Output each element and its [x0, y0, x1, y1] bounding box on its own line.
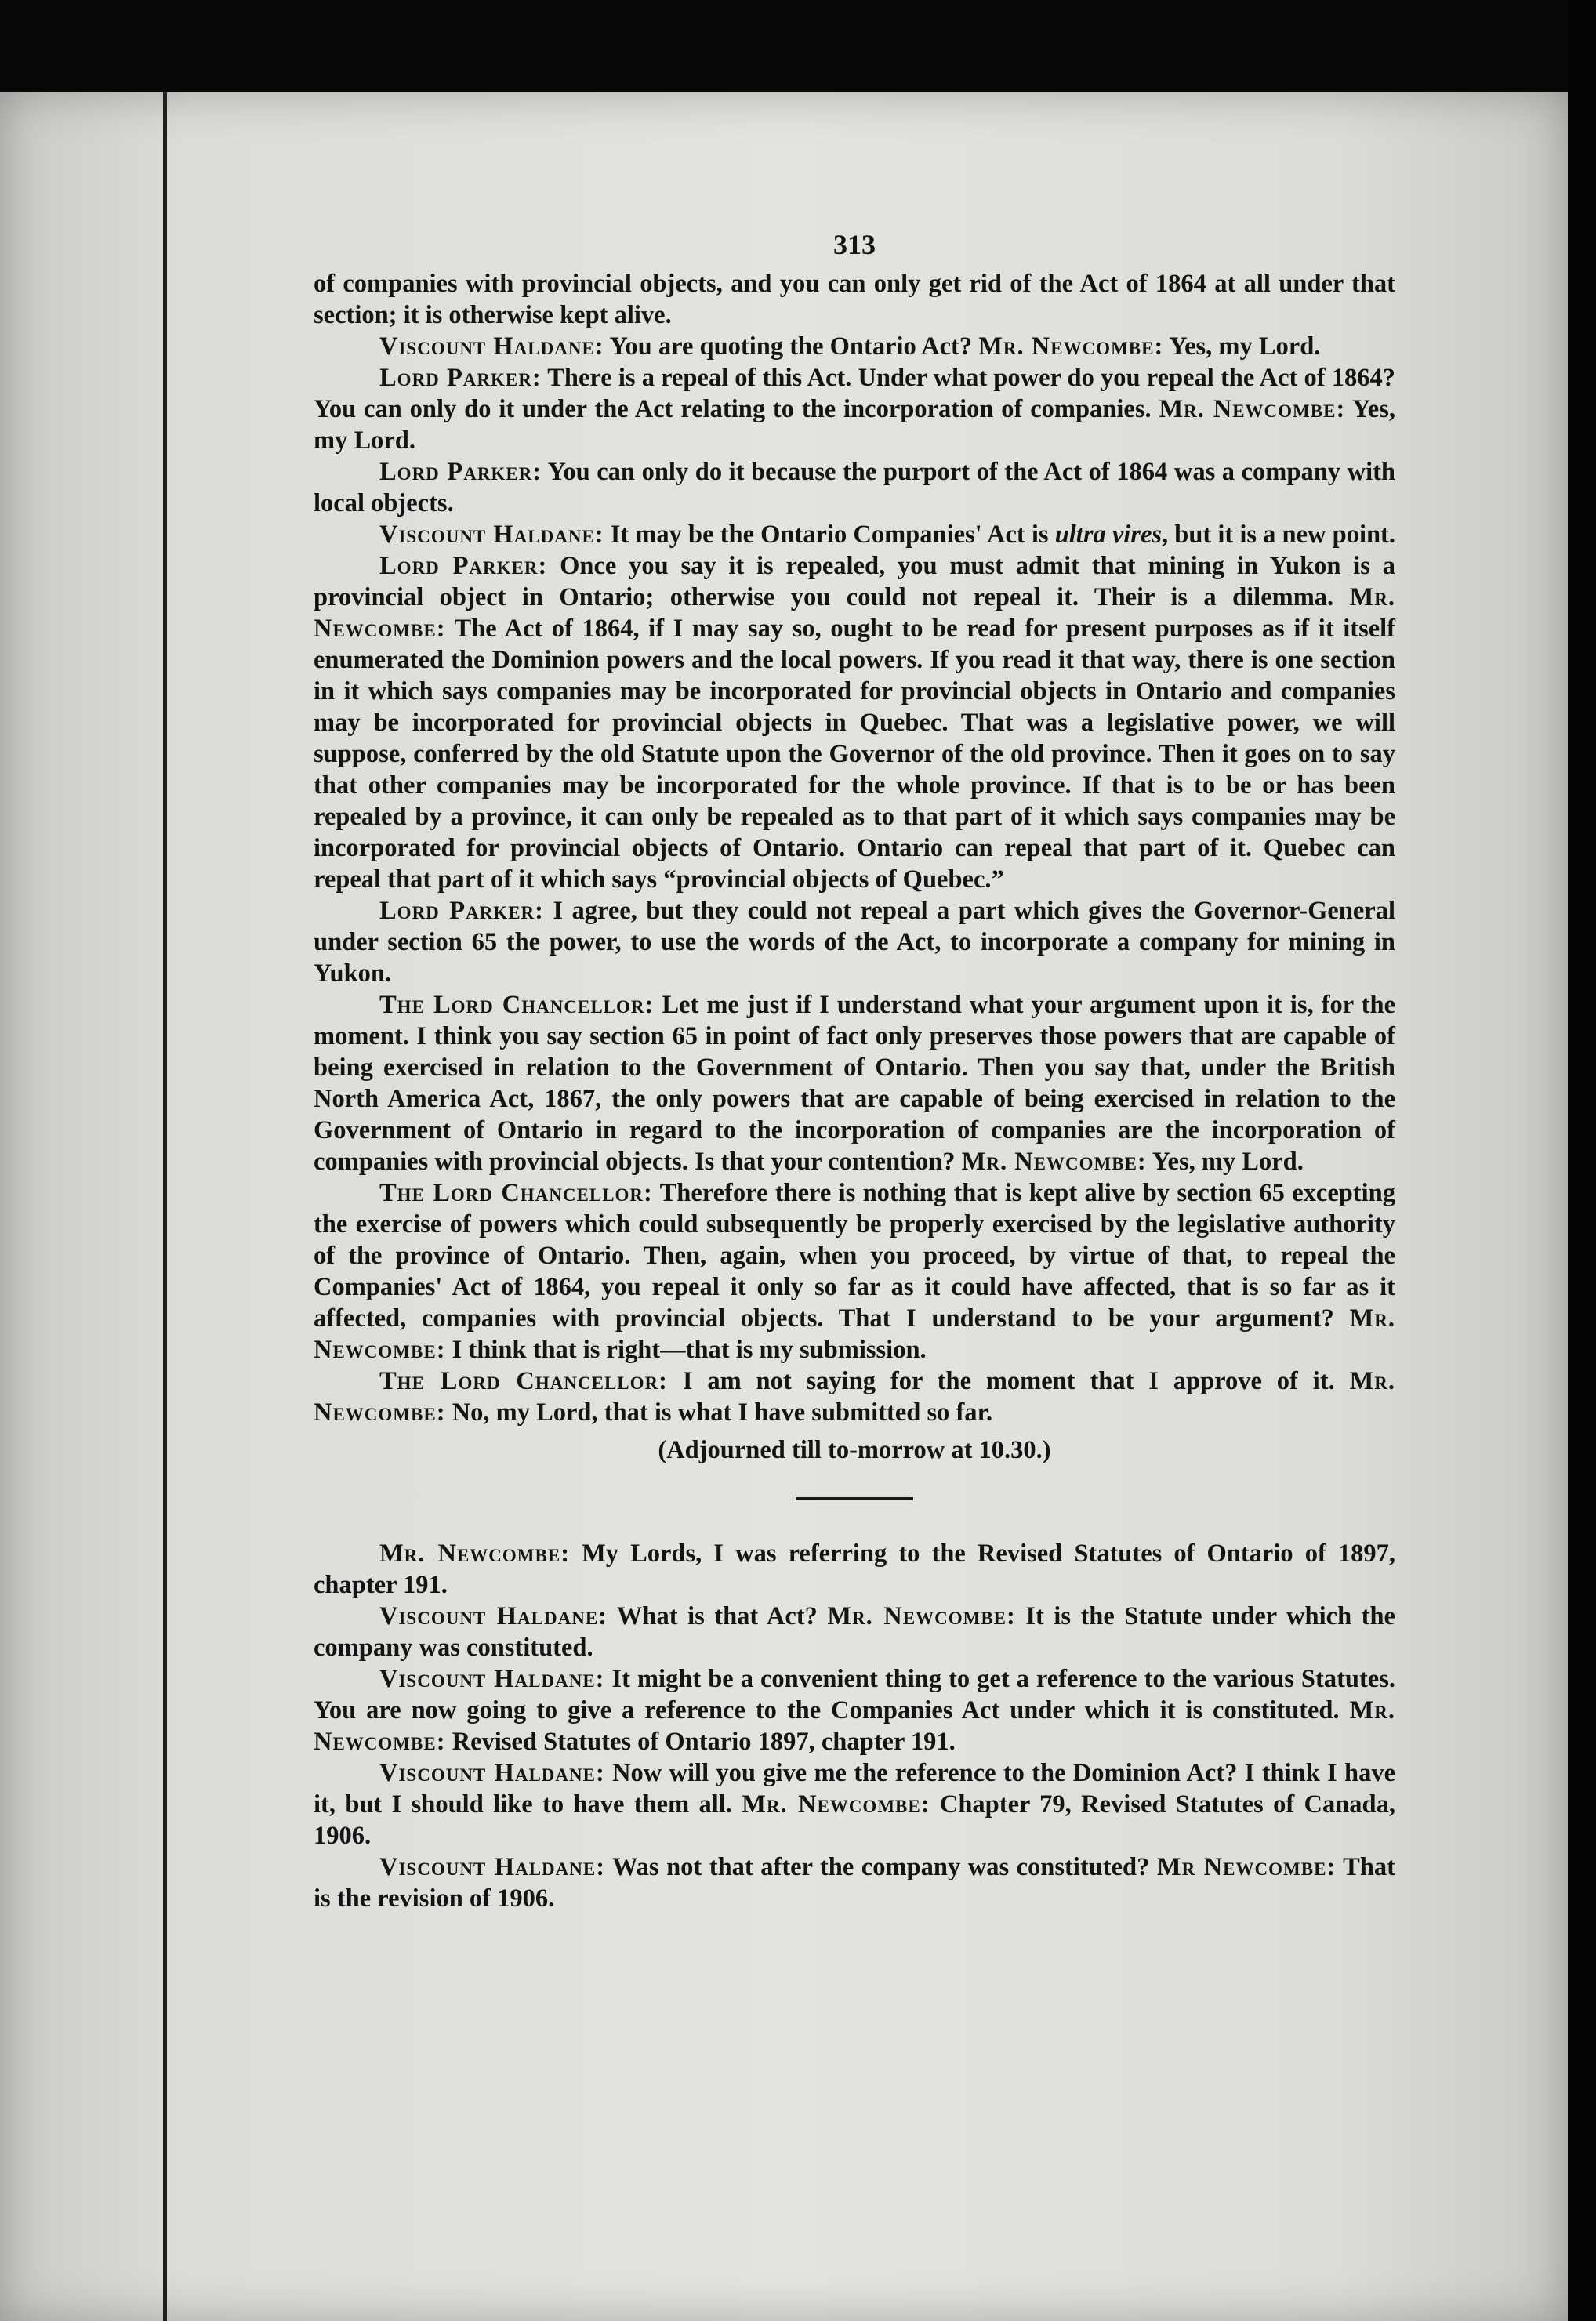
speaker-name: Viscount Haldane: — [379, 1759, 605, 1787]
speaker-name: Mr. Newcombe: — [314, 1304, 1395, 1364]
speech-text: Now will you give me the reference to the Dominion Act? I think I have it, but I should like to have them all. — [314, 1759, 1395, 1819]
speaker-name: Lord Parker: — [379, 458, 542, 486]
speaker-name: Lord Parker: — [379, 364, 542, 392]
speech-text: Let me just if I understand what your argument upon it is, for the moment. I think you say section 65 in point of fact only preserves those powers that are capable of being exercised in relation to the Government of Ontario. Then you say that, under the British North America Act, 1867, the only powers that are capable of being exercised in relation to the Government of Ontario in regard to the incorporation of companies are the incorporation of companies with provincial objects. Is that your contention? — [314, 991, 1395, 1176]
speech-text: It may be the Ontario Companies' Act is — [604, 520, 1055, 549]
paragraph — [314, 331, 1395, 362]
speech-text: Therefore there is nothing that is kept alive by section 65 excepting the exercise of powers which could subsequently be properly exercised by the legislative authority of the province of Ontario. Then, again, when you proceed, by virtue of that, to repeal the Companies' Act of 1864, you repeal it only so far as it could have affected, that is so far as it affected, companies with provincial objects. That I understand to be your argument? — [314, 1179, 1396, 1333]
speaker-name: Mr. Newcombe: — [379, 1539, 571, 1568]
speech-text: You are quoting the Ontario Act? — [604, 332, 979, 361]
speaker-name: Mr. Newcombe: — [961, 1148, 1147, 1176]
paragraph — [314, 456, 1395, 519]
speaker-name: Viscount Haldane: — [379, 1665, 605, 1693]
speech-text: Yes, my Lord. — [1163, 332, 1321, 361]
speaker-name: Mr. Newcombe: — [827, 1602, 1016, 1630]
paragraph — [314, 362, 1395, 456]
speaker-name: Mr. Newcombe: — [1159, 395, 1346, 423]
paragraph — [314, 550, 1395, 895]
adjournment-note: (Adjourned till to-morrow at 10.30.) — [658, 1436, 1051, 1464]
speech-text: That is the revision of 1906. — [314, 1853, 1395, 1913]
speech-text: You can only do it because the purport of the Act of 1864 was a company with local objects. — [314, 458, 1395, 517]
speaker-name: The Lord Chancellor: — [379, 1367, 668, 1395]
speaker-name: Mr. Newcombe: — [314, 1367, 1396, 1427]
paragraph — [314, 1601, 1395, 1663]
speaker-name: Viscount Haldane: — [379, 332, 604, 361]
paragraph — [314, 1538, 1395, 1601]
page-number: 313 — [833, 229, 876, 260]
speaker-name: Viscount Haldane: — [379, 520, 604, 549]
section-divider — [796, 1497, 913, 1500]
text-block — [314, 227, 1395, 1914]
scan-top-border — [0, 0, 1596, 94]
speaker-name: Mr. Newcombe: — [742, 1790, 930, 1819]
speech-text: There is a repeal of this Act. Under what power do you repeal the Act of 1864? You can only do it under the Act relating to the incorporation of companies. — [314, 364, 1395, 423]
paragraph — [314, 895, 1395, 989]
speaker-name: Lord Parker: — [379, 552, 548, 580]
speaker-name: The Lord Chancellor: — [379, 1179, 653, 1207]
transcript-section-1 — [314, 268, 1395, 1428]
speaker-name: Mr. Newcombe: — [314, 583, 1395, 643]
speech-text: It might be a convenient thing to get a reference to the various Statutes. You are now going to give a reference to the Companies Act under which it is constituted. — [314, 1665, 1395, 1724]
speech-text: of companies with provincial objects, and you can only get rid of the Act of 1864 at all under that section; it is otherwise kept alive. — [314, 270, 1395, 329]
paragraph — [314, 989, 1395, 1177]
paragraph — [314, 1177, 1395, 1365]
paragraph — [314, 1757, 1395, 1851]
speaker-name: The Lord Chancellor: — [379, 991, 655, 1019]
paragraph — [314, 268, 1395, 331]
speaker-name: Viscount Haldane: — [379, 1853, 606, 1881]
scan-right-border — [1568, 0, 1596, 2321]
speech-text: I am not saying for the moment that I approve of it. — [667, 1367, 1350, 1395]
italic-text: ultra vires — [1054, 520, 1163, 549]
speech-text: I think that is right—that is my submission. — [445, 1336, 927, 1364]
margin-rule — [163, 92, 167, 2321]
speech-text: I agree, but they could not repeal a part which gives the Governor-General under section 65 the power, to use the words of the Act, to incorporate a company for mining in Yukon. — [314, 897, 1395, 988]
speech-text: My Lords, I was referring to the Revised Statutes of Ontario of 1897, chapter 191. — [314, 1539, 1395, 1599]
speech-text: Yes, my Lord. — [314, 395, 1395, 455]
speech-text: Once you say it is repealed, you must admit that mining in Yukon is a provincial object in Ontario; otherwise you could not repeal it. Their is a dilemma. — [314, 552, 1395, 611]
speaker-name: Viscount Haldane: — [379, 1602, 608, 1630]
paragraph — [314, 1851, 1395, 1914]
transcript-section-2 — [314, 1538, 1395, 1914]
speech-text: Yes, my Lord. — [1146, 1148, 1304, 1176]
speaker-name: Lord Parker: — [379, 897, 544, 925]
speech-text: It is the Statute under which the company was constituted. — [314, 1602, 1395, 1662]
paragraph — [314, 519, 1395, 550]
speech-text: Was not that after the company was constituted? — [605, 1853, 1157, 1881]
speech-text: Revised Statutes of Ontario 1897, chapter 191. — [445, 1728, 956, 1756]
speech-text: The Act of 1864, if I may say so, ought to be read for present purposes as if it itself enumerated the Dominion powers and the local powers. If you read it that way, there is one section in it which says companies may be incorporated for provincial objects in Ontario and companies may be incorporated for provincial objects in Quebec. That was a legislative power, we will suppose, conferred by the old Statute upon the Governor of the old province. Then it goes on to say that other companies may be incorporated for the whole province. If that is to be or has been repealed by a province, it can only be repealed as to that part of it which says companies may be incorporated for provincial objects of Ontario. Ontario can repeal that part of it. Quebec can repeal that part of it which says “provincial objects of Quebec.” — [314, 615, 1395, 894]
speech-text: Chapter 79, Revised Statutes of Canada, 1906. — [314, 1790, 1395, 1850]
speaker-name: Mr Newcombe: — [1156, 1853, 1337, 1881]
paragraph — [314, 1663, 1395, 1757]
speech-text: What is that Act? — [608, 1602, 828, 1630]
speaker-name: Mr. Newcombe: — [314, 1696, 1395, 1756]
speaker-name: Mr. Newcombe: — [978, 332, 1164, 361]
speech-text: No, my Lord, that is what I have submitted so far. — [445, 1398, 993, 1427]
paragraph — [314, 1365, 1395, 1428]
speech-text: , but it is a new point. — [1162, 520, 1396, 549]
